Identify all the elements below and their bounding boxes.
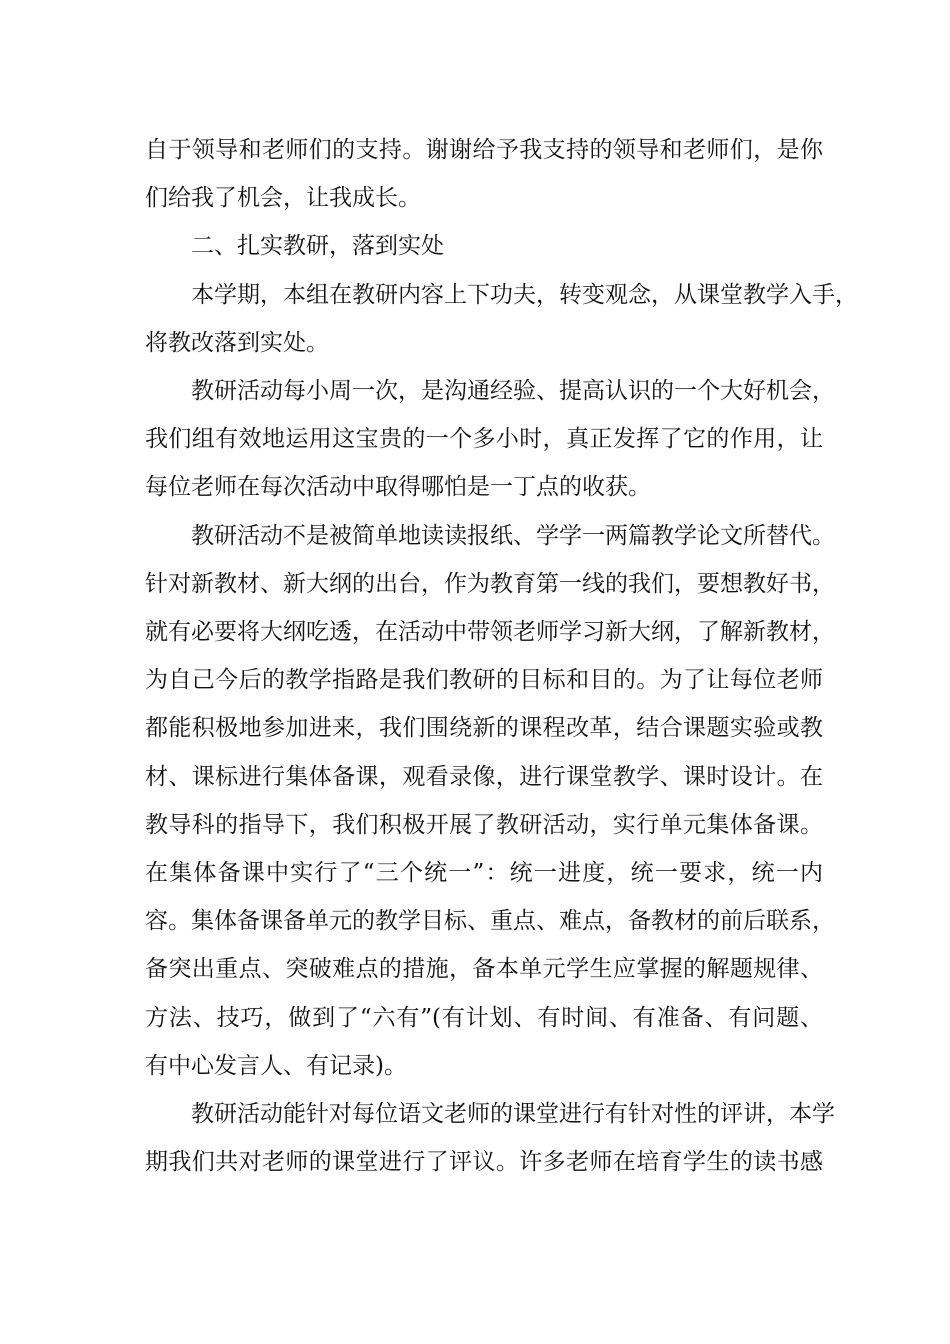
text-line: 将教改落到实处。 [145, 329, 329, 356]
text-line: 每位老师在每次活动中取得哪怕是一丁点的收获。 [145, 474, 651, 501]
text-line: 教导科的指导下，我们积极开展了教研活动，实行单元集体备课。 [145, 811, 823, 838]
text-line: 有中心发言人、有记录)。 [145, 1052, 407, 1079]
text-line: 在集体备课中实行了“三个统一”：统一进度，统一要求，统一内 [145, 860, 823, 887]
text-line: 都能积极地参加进来，我们围绕新的课程改革，结合课题实验或教 [145, 715, 823, 742]
paragraph-3 [145, 271, 858, 367]
text-line: 二、扎实教研，落到实处 [191, 233, 444, 260]
paragraph-6 [145, 1090, 835, 1186]
text-line: 备突出重点、突破难点的措施，备本单元学生应掌握的解题规律、 [145, 956, 823, 983]
section-heading [145, 222, 823, 270]
paragraph-5 [145, 512, 835, 1090]
paragraph-4 [145, 367, 835, 512]
text-line: 教研活动能针对每位语文老师的课堂进行有针对性的评讲，本学 [191, 1101, 835, 1128]
text-line: 方法、技巧，做到了“六有”(有计划、有时间、有准备、有问题、 [145, 1004, 823, 1031]
text-line: 容。集体备课备单元的教学目标、重点、难点，备教材的前后联系， [145, 908, 835, 935]
text-line: 期我们共对老师的课堂进行了评议。许多老师在培育学生的读书感 [145, 1149, 823, 1176]
text-line: 教研活动不是被简单地读读报纸、学学一两篇教学论文所替代。 [191, 522, 835, 549]
paragraph-1 [145, 126, 823, 222]
text-line: 们给我了机会，让我成长。 [145, 185, 421, 212]
text-line: 为自己今后的教学指路是我们教研的目标和目的。为了让每位老师 [145, 667, 823, 694]
text-line: 就有必要将大纲吃透，在活动中带领老师学习新大纲，了解新教材， [145, 619, 835, 646]
document-body [145, 126, 858, 1186]
text-line: 材、课标进行集体备课，观看录像，进行课堂教学、课时设计。在 [145, 763, 823, 790]
text-line: 本学期，本组在教研内容上下功夫，转变观念，从课堂教学入手， [191, 281, 858, 308]
text-line: 我们组有效地运用这宝贵的一个多小时，真正发挥了它的作用，让 [145, 426, 823, 453]
text-line: 教研活动每小周一次，是沟通经验、提高认识的一个大好机会， [191, 378, 835, 405]
text-line: 针对新教材、新大纲的出台，作为教育第一线的我们，要想教好书， [145, 570, 835, 597]
text-line: 自于领导和老师们的支持。谢谢给予我支持的领导和老师们，是你 [145, 137, 823, 163]
